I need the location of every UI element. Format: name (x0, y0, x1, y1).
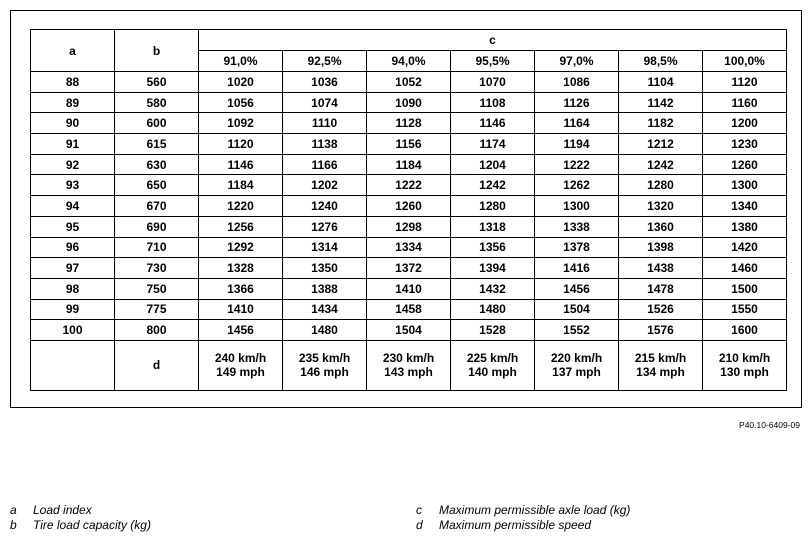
load-index-cell: 100 (31, 320, 115, 341)
load-index-cell: 88 (31, 72, 115, 93)
table-row (31, 278, 787, 299)
axle-load-cell: 1416 (535, 258, 619, 279)
legend-text: Maximum permissible speed (439, 518, 592, 532)
axle-load-cell: 1334 (367, 237, 451, 258)
axle-load-cell: 1262 (535, 175, 619, 196)
legend-key: b (10, 518, 17, 532)
speed-kmh: 230 km/h (382, 351, 435, 366)
tire-capacity-cell: 690 (115, 216, 199, 237)
percentage-header: 98,5% (619, 51, 703, 72)
axle-load-cell: 1460 (703, 258, 787, 279)
load-index-cell: 92 (31, 154, 115, 175)
tire-capacity-cell: 650 (115, 175, 199, 196)
legend-item-a (10, 503, 92, 517)
tire-capacity-cell: 730 (115, 258, 199, 279)
axle-load-cell: 1372 (367, 258, 451, 279)
axle-load-cell: 1478 (619, 278, 703, 299)
speed-mph: 130 mph (720, 365, 769, 380)
axle-load-cell: 1146 (451, 113, 535, 134)
table-row (31, 258, 787, 279)
axle-load-cell: 1222 (535, 154, 619, 175)
legend-text: Maximum permissible axle load (kg) (439, 503, 631, 517)
percentage-header: 97,0% (535, 51, 619, 72)
axle-load-cell: 1212 (619, 134, 703, 155)
table-row (31, 134, 787, 155)
load-index-cell: 89 (31, 92, 115, 113)
axle-load-cell: 1504 (367, 320, 451, 341)
speed-cell (451, 340, 535, 390)
load-index-cell: 95 (31, 216, 115, 237)
axle-load-cell: 1202 (283, 175, 367, 196)
tire-capacity-cell: 560 (115, 72, 199, 93)
table-row (31, 92, 787, 113)
legend-item-c (416, 503, 630, 517)
axle-load-cell: 1110 (283, 113, 367, 134)
axle-load-cell: 1104 (619, 72, 703, 93)
legend-key: d (416, 518, 423, 532)
axle-load-cell: 1500 (703, 278, 787, 299)
legend-text: Load index (33, 503, 92, 517)
axle-load-cell: 1260 (703, 154, 787, 175)
speed-mph: 146 mph (300, 365, 349, 380)
axle-load-cell: 1160 (703, 92, 787, 113)
header-load-index: a (31, 30, 115, 72)
axle-load-cell: 1086 (535, 72, 619, 93)
axle-load-cell: 1128 (367, 113, 451, 134)
axle-load-cell: 1230 (703, 134, 787, 155)
speed-label-cell: d (115, 340, 199, 390)
percentage-header: 95,5% (451, 51, 535, 72)
axle-load-cell: 1260 (367, 196, 451, 217)
axle-load-cell: 1194 (535, 134, 619, 155)
table-row (31, 113, 787, 134)
axle-load-cell: 1528 (451, 320, 535, 341)
figure-reference: P40.10-6409-09 (739, 420, 800, 430)
axle-load-cell: 1394 (451, 258, 535, 279)
table-row (31, 154, 787, 175)
axle-load-cell: 1398 (619, 237, 703, 258)
axle-load-cell: 1200 (703, 113, 787, 134)
axle-load-cell: 1056 (199, 92, 283, 113)
axle-load-cell: 1552 (535, 320, 619, 341)
speed-mph: 137 mph (552, 365, 601, 380)
percentage-header: 94,0% (367, 51, 451, 72)
axle-load-cell: 1550 (703, 299, 787, 320)
axle-load-cell: 1504 (535, 299, 619, 320)
axle-load-cell: 1576 (619, 320, 703, 341)
axle-load-cell: 1120 (199, 134, 283, 155)
axle-load-cell: 1092 (199, 113, 283, 134)
table-row (31, 196, 787, 217)
axle-load-cell: 1298 (367, 216, 451, 237)
axle-load-cell: 1070 (451, 72, 535, 93)
speed-kmh: 235 km/h (298, 351, 351, 366)
empty-cell (31, 340, 115, 390)
load-table (30, 29, 787, 391)
axle-load-cell: 1388 (283, 278, 367, 299)
tire-capacity-cell: 710 (115, 237, 199, 258)
percentage-header: 91,0% (199, 51, 283, 72)
speed-cell (283, 340, 367, 390)
load-index-cell: 99 (31, 299, 115, 320)
speed-cell (619, 340, 703, 390)
tire-capacity-cell: 600 (115, 113, 199, 134)
load-index-cell: 90 (31, 113, 115, 134)
axle-load-cell: 1410 (199, 299, 283, 320)
speed-kmh: 240 km/h (214, 351, 267, 366)
speed-kmh: 220 km/h (550, 351, 603, 366)
tire-capacity-cell: 670 (115, 196, 199, 217)
axle-load-cell: 1338 (535, 216, 619, 237)
axle-load-cell: 1052 (367, 72, 451, 93)
axle-load-cell: 1456 (199, 320, 283, 341)
axle-load-cell: 1280 (451, 196, 535, 217)
header-tire-capacity: b (115, 30, 199, 72)
axle-load-cell: 1242 (451, 175, 535, 196)
axle-load-cell: 1318 (451, 216, 535, 237)
axle-load-cell: 1480 (451, 299, 535, 320)
axle-load-cell: 1242 (619, 154, 703, 175)
axle-load-cell: 1222 (367, 175, 451, 196)
axle-load-cell: 1138 (283, 134, 367, 155)
axle-load-cell: 1432 (451, 278, 535, 299)
axle-load-cell: 1366 (199, 278, 283, 299)
axle-load-cell: 1156 (367, 134, 451, 155)
axle-load-cell: 1174 (451, 134, 535, 155)
speed-mph: 143 mph (384, 365, 433, 380)
legend-key: c (416, 503, 422, 517)
tire-capacity-cell: 580 (115, 92, 199, 113)
axle-load-cell: 1164 (535, 113, 619, 134)
legend-key: a (10, 503, 17, 517)
axle-load-cell: 1090 (367, 92, 451, 113)
axle-load-cell: 1120 (703, 72, 787, 93)
axle-load-cell: 1458 (367, 299, 451, 320)
load-index-cell: 96 (31, 237, 115, 258)
axle-load-cell: 1380 (703, 216, 787, 237)
table-row (31, 320, 787, 341)
axle-load-cell: 1184 (199, 175, 283, 196)
axle-load-cell: 1240 (283, 196, 367, 217)
speed-kmh: 215 km/h (634, 351, 687, 366)
tire-capacity-cell: 775 (115, 299, 199, 320)
axle-load-cell: 1350 (283, 258, 367, 279)
axle-load-cell: 1356 (451, 237, 535, 258)
axle-load-cell: 1300 (703, 175, 787, 196)
speed-mph: 134 mph (636, 365, 685, 380)
tire-capacity-cell: 800 (115, 320, 199, 341)
axle-load-cell: 1108 (451, 92, 535, 113)
axle-load-cell: 1184 (367, 154, 451, 175)
axle-load-cell: 1220 (199, 196, 283, 217)
tire-capacity-cell: 750 (115, 278, 199, 299)
speed-cell (367, 340, 451, 390)
axle-load-cell: 1378 (535, 237, 619, 258)
axle-load-cell: 1600 (703, 320, 787, 341)
axle-load-cell: 1300 (535, 196, 619, 217)
axle-load-cell: 1146 (199, 154, 283, 175)
axle-load-cell: 1020 (199, 72, 283, 93)
legend-item-b (10, 518, 151, 532)
speed-kmh: 225 km/h (466, 351, 519, 366)
speed-cell (199, 340, 283, 390)
header-axle-load: c (199, 30, 787, 51)
speed-mph: 140 mph (468, 365, 517, 380)
axle-load-cell: 1340 (703, 196, 787, 217)
axle-load-cell: 1182 (619, 113, 703, 134)
axle-load-cell: 1526 (619, 299, 703, 320)
load-index-cell: 98 (31, 278, 115, 299)
speed-cell (703, 340, 787, 390)
axle-load-cell: 1074 (283, 92, 367, 113)
axle-load-cell: 1420 (703, 237, 787, 258)
legend-text: Tire load capacity (kg) (33, 518, 151, 532)
percentage-header: 92,5% (283, 51, 367, 72)
axle-load-cell: 1142 (619, 92, 703, 113)
axle-load-cell: 1166 (283, 154, 367, 175)
axle-load-cell: 1314 (283, 237, 367, 258)
axle-load-cell: 1256 (199, 216, 283, 237)
tire-capacity-cell: 630 (115, 154, 199, 175)
speed-cell (535, 340, 619, 390)
axle-load-cell: 1292 (199, 237, 283, 258)
legend-item-d (416, 518, 591, 532)
axle-load-cell: 1276 (283, 216, 367, 237)
axle-load-cell: 1438 (619, 258, 703, 279)
axle-load-cell: 1410 (367, 278, 451, 299)
table-row (31, 216, 787, 237)
axle-load-cell: 1434 (283, 299, 367, 320)
table-row (31, 175, 787, 196)
load-index-cell: 91 (31, 134, 115, 155)
speed-row (31, 340, 787, 390)
percentage-header: 100,0% (703, 51, 787, 72)
axle-load-cell: 1480 (283, 320, 367, 341)
axle-load-cell: 1360 (619, 216, 703, 237)
axle-load-cell: 1328 (199, 258, 283, 279)
load-index-cell: 97 (31, 258, 115, 279)
table-row (31, 299, 787, 320)
load-index-cell: 94 (31, 196, 115, 217)
axle-load-cell: 1456 (535, 278, 619, 299)
table-row (31, 72, 787, 93)
load-index-cell: 93 (31, 175, 115, 196)
axle-load-cell: 1126 (535, 92, 619, 113)
axle-load-cell: 1320 (619, 196, 703, 217)
axle-load-cell: 1036 (283, 72, 367, 93)
axle-load-cell: 1204 (451, 154, 535, 175)
tire-capacity-cell: 615 (115, 134, 199, 155)
axle-load-cell: 1280 (619, 175, 703, 196)
table-row (31, 237, 787, 258)
speed-mph: 149 mph (216, 365, 265, 380)
speed-kmh: 210 km/h (718, 351, 771, 366)
